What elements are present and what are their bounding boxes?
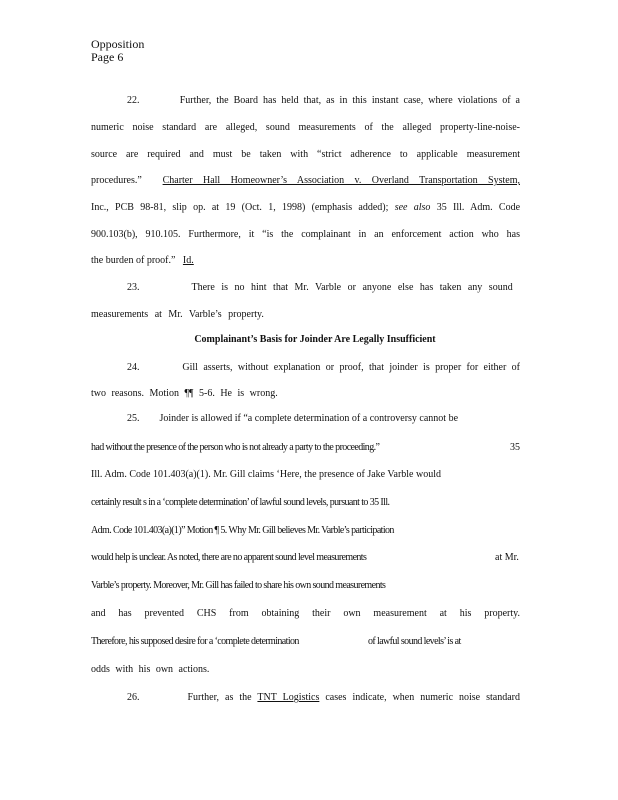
- p23-number: 23.: [127, 282, 140, 293]
- p25-text-1: Joinder is allowed if “a complete determination of a controversy cannot be: [159, 413, 459, 424]
- header-title: Opposition: [91, 37, 145, 51]
- p22-line-7: [91, 255, 194, 267]
- p25-line-8: and has prevented CHS from obtaining their own measurement at his property.: [91, 608, 520, 619]
- p25-line-9: Therefore, his supposed desire for a ‘complete determination: [91, 636, 299, 647]
- p23-text-1: There is no hint that Mr. Varble or anyone else has taken any sound: [191, 282, 513, 293]
- p23-line-1: [127, 282, 513, 294]
- p22-number: 22.: [127, 95, 140, 106]
- section-heading: Complainant’s Basis for Joinder Are Legally Insufficient: [194, 334, 436, 345]
- p26-number: 26.: [127, 692, 140, 703]
- p22-text-7a: the burden of proof.”: [91, 255, 176, 266]
- p24-line-2: two reasons. Motion ¶¶ 5-6. He is wrong.: [91, 388, 278, 399]
- citation-id: Id.: [182, 255, 194, 266]
- p25-line-5: Adm. Code 101.403(a)(1)” Motion ¶ 5. Why Mr. Gill believes Mr. Varble’s participation: [91, 525, 394, 536]
- p22-text-4a: procedures.”: [91, 175, 142, 186]
- p24-text-1: Gill asserts, without explanation or proof, that joinder is proper for either of: [182, 362, 521, 373]
- p23-line-2: measurements at Mr. Varble’s property.: [91, 309, 264, 320]
- case-citation-tnt-logistics: TNT Logistics: [257, 692, 320, 703]
- p22-text-5b: 35 Ill. Adm. Code: [436, 202, 521, 213]
- p22-line-2: numeric noise standard are alleged, sound measurements of the alleged property-line-noise-: [91, 122, 520, 133]
- p22-line-4: [91, 175, 520, 187]
- p24-number: 24.: [127, 362, 140, 373]
- p26-text-1a: Further, as the: [187, 692, 252, 703]
- p25-number: 25.: [127, 413, 140, 424]
- p25-line-6: would help is unclear. As noted, there are no apparent sound level measurements: [91, 552, 367, 563]
- p25-line-3: Ill. Adm. Code 101.403(a)(1). Mr. Gill claims ‘Here, the presence of Jake Varble would: [91, 469, 441, 480]
- p25-line-2-end: 35: [510, 442, 520, 453]
- p25-line-10: odds with his own actions.: [91, 664, 210, 675]
- p22-text-5a: Inc., PCB 98-81, slip op. at 19 (Oct. 1, 1998) (emphasis added);: [91, 202, 389, 213]
- p25-line-4: certainly result s in a ‘complete determination’ of lawful sound levels, pursuant to 35 Ill.: [91, 497, 390, 508]
- header-page-number: Page 6: [91, 50, 124, 64]
- p22-see-also: see also: [394, 202, 431, 213]
- p25-line-7: Varble’s property. Moreover, Mr. Gill has failed to share his own sound measurements: [91, 580, 386, 591]
- p22-line-3: source are required and must be taken with “strict adherence to applicable measurement: [91, 149, 520, 160]
- p25-line-6-end: at Mr.: [495, 552, 519, 563]
- p22-line-6: 900.103(b), 910.105. Furthermore, it “is the complainant in an enforcement action who has: [91, 229, 520, 240]
- p26-text-1b: cases indicate, when numeric noise standard: [325, 692, 520, 703]
- p24-line-1: [127, 362, 520, 374]
- p22-line-1: [127, 95, 520, 107]
- p25-line-1: [127, 413, 458, 425]
- p22-line-5: [91, 202, 520, 214]
- p22-text-1: Further, the Board has held that, as in this instant case, where violations of a: [179, 95, 520, 106]
- p25-line-9-end: of lawful sound levels’ is at: [368, 636, 461, 647]
- p26-line-1: [127, 692, 520, 704]
- case-citation-charter-hall: Charter Hall Homeowner’s Association v. Overland Transportation System,: [162, 175, 520, 186]
- p25-line-2: had without the presence of the person who is not already a party to the proceeding.”: [91, 442, 380, 453]
